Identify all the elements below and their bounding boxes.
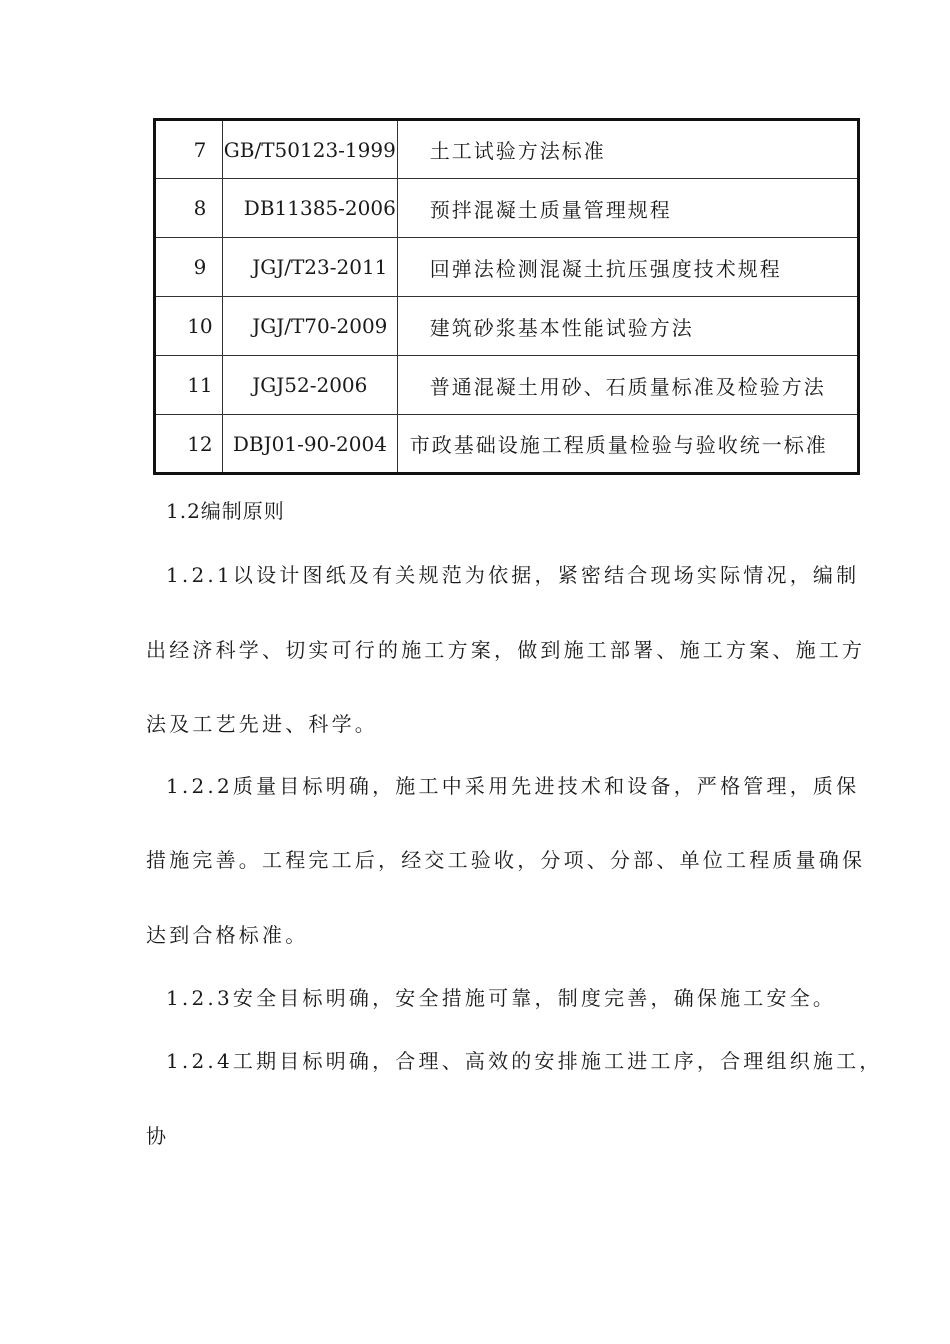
- row-number: 11: [155, 356, 223, 415]
- standard-code: DBJ01-90-2004: [222, 415, 397, 474]
- table-row: [155, 297, 859, 356]
- standard-code: GB/T50123-1999: [222, 120, 397, 179]
- standard-code: JGJ52-2006: [222, 356, 397, 415]
- standard-code: DB11385-2006: [222, 179, 397, 238]
- standard-name: 土工试验方法标准: [397, 120, 858, 179]
- row-number: 9: [155, 238, 223, 297]
- paragraph-line: 达到合格标准。: [146, 923, 309, 947]
- standard-name: 建筑砂浆基本性能试验方法: [397, 297, 858, 356]
- paragraph-line: 协: [146, 1124, 170, 1148]
- standard-name: 回弹法检测混凝土抗压强度技术规程: [397, 238, 858, 297]
- standards-table: [153, 118, 860, 475]
- paragraph-line: 出经济科学、切实可行的施工方案，做到施工部署、施工方案、施工方: [146, 638, 866, 662]
- standard-code: JGJ/T70-2009: [222, 297, 397, 356]
- standard-name: 预拌混凝土质量管理规程: [397, 179, 858, 238]
- paragraph-line: 1.2.4工期目标明确，合理、高效的安排施工进工序，合理组织施工，: [166, 1049, 883, 1073]
- standard-name: 市政基础设施工程质量检验与验收统一标准: [397, 415, 858, 474]
- table-row: [155, 238, 859, 297]
- table-row: [155, 179, 859, 238]
- section-heading: 1.2编制原则: [166, 499, 285, 523]
- paragraph-line: 1.2.1以设计图纸及有关规范为依据，紧密结合现场实际情况，编制: [166, 563, 860, 587]
- paragraph-line: 1.2.3安全目标明确，安全措施可靠，制度完善，确保施工安全。: [166, 986, 837, 1010]
- row-number: 12: [155, 415, 223, 474]
- table-row: [155, 415, 859, 474]
- paragraph-line: 法及工艺先进、科学。: [146, 712, 378, 736]
- table-row: [155, 356, 859, 415]
- paragraph-line: 措施完善。工程完工后，经交工验收，分项、分部、单位工程质量确保: [146, 848, 866, 872]
- standard-name: 普通混凝土用砂、石质量标准及检验方法: [397, 356, 858, 415]
- row-number: 7: [155, 120, 223, 179]
- row-number: 8: [155, 179, 223, 238]
- standard-code: JGJ/T23-2011: [222, 238, 397, 297]
- paragraph-line: 1.2.2质量目标明确，施工中采用先进技术和设备，严格管理，质保: [166, 774, 860, 798]
- row-number: 10: [155, 297, 223, 356]
- table-row: [155, 120, 859, 179]
